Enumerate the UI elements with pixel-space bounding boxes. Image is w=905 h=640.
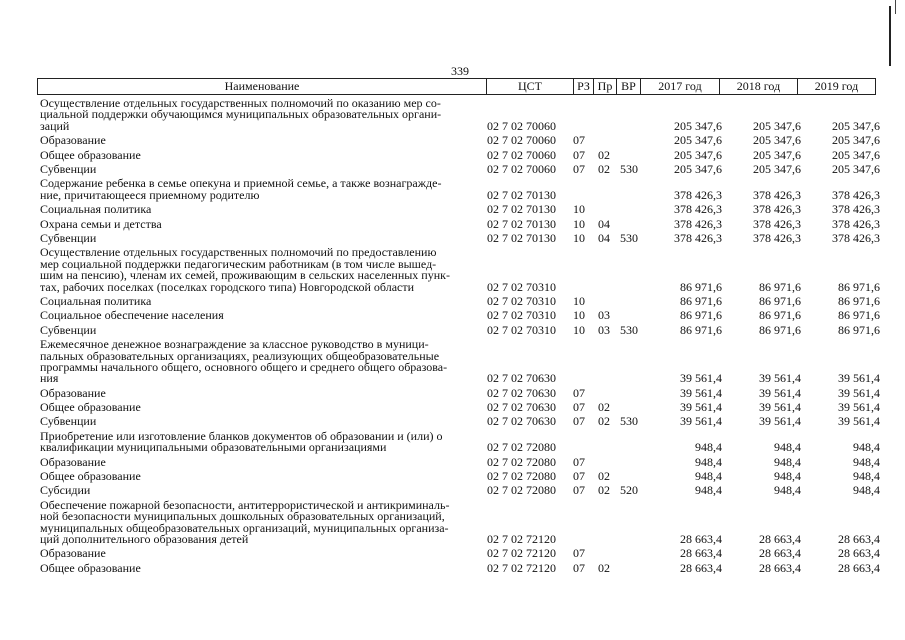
- header-2018: 2018 год: [719, 79, 797, 94]
- row-2018: 86 971,6: [759, 279, 801, 294]
- header-2017: 2017 год: [640, 79, 719, 94]
- row-2017: 948,4: [695, 440, 722, 455]
- header-cst: ЦСТ: [486, 79, 573, 94]
- page-number: 339: [451, 64, 469, 78]
- row-pr: 02: [598, 147, 610, 162]
- table-row: [0, 247, 905, 296]
- row-name: Субвенции: [40, 161, 97, 176]
- row-cst: 02 7 02 72080: [487, 483, 556, 498]
- row-rz: 10: [573, 308, 585, 323]
- row-2019: 378 426,3: [832, 202, 880, 217]
- row-name: Субсидии: [40, 483, 91, 498]
- row-2019: 948,4: [853, 440, 880, 455]
- row-2017: 39 561,4: [680, 371, 722, 386]
- row-vr: 530: [620, 414, 638, 429]
- row-name: Общее образование: [40, 560, 141, 575]
- budget-table-body: [0, 98, 905, 577]
- row-2018: 948,4: [774, 454, 801, 469]
- row-rz: 07: [573, 133, 585, 148]
- row-cst: 02 7 02 70130: [487, 216, 556, 231]
- row-rz: 07: [573, 385, 585, 400]
- row-rz: 07: [573, 400, 585, 415]
- row-2018: 39 561,4: [759, 414, 801, 429]
- row-2018: 86 971,6: [759, 293, 801, 308]
- row-vr: 530: [620, 161, 638, 176]
- row-pr: 02: [598, 560, 610, 575]
- row-pr: 02: [598, 483, 610, 498]
- row-2018: 205 347,6: [753, 147, 801, 162]
- row-rz: 07: [573, 483, 585, 498]
- row-name: Приобретение или изготовление бланков документов об образовании и (или) о квалификации муниципальными образовательными организациями: [40, 428, 443, 455]
- row-name: Социальная политика: [40, 202, 152, 217]
- row-2018: 39 561,4: [759, 371, 801, 386]
- row-2017: 205 347,6: [674, 133, 722, 148]
- row-cst: 02 7 02 72120: [487, 532, 556, 547]
- header-name: Наименование: [224, 79, 300, 93]
- row-2018: 378 426,3: [753, 202, 801, 217]
- row-2019: 948,4: [853, 469, 880, 484]
- row-2019: 86 971,6: [838, 322, 880, 337]
- row-name: Образование: [40, 133, 106, 148]
- header-rz: РЗ: [573, 79, 593, 94]
- row-rz: 07: [573, 161, 585, 176]
- row-rz: 07: [573, 560, 585, 575]
- row-2017: 86 971,6: [680, 322, 722, 337]
- row-rz: 07: [573, 454, 585, 469]
- row-2019: 86 971,6: [838, 279, 880, 294]
- table-row: [0, 560, 905, 577]
- row-2017: 948,4: [695, 469, 722, 484]
- row-2019: 28 663,4: [838, 560, 880, 575]
- row-name: Общее образование: [40, 400, 141, 415]
- row-2019: 28 663,4: [838, 532, 880, 547]
- row-2018: 378 426,3: [753, 187, 801, 202]
- row-2019: 28 663,4: [838, 546, 880, 561]
- row-2019: 205 347,6: [832, 147, 880, 162]
- header-vr: ВР: [616, 79, 640, 94]
- row-2017: 86 971,6: [680, 279, 722, 294]
- row-name: Социальное обеспечение населения: [40, 308, 224, 323]
- row-rz: 07: [573, 469, 585, 484]
- row-2019: 948,4: [853, 454, 880, 469]
- row-2019: 205 347,6: [832, 133, 880, 148]
- row-rz: 07: [573, 414, 585, 429]
- header-2019: 2019 год: [797, 79, 875, 94]
- row-pr: 04: [598, 230, 610, 245]
- row-cst: 02 7 02 70060: [487, 161, 556, 176]
- row-rz: 10: [573, 293, 585, 308]
- row-2019: 39 561,4: [838, 400, 880, 415]
- row-name: Социальная политика: [40, 293, 152, 308]
- row-cst: 02 7 02 70130: [487, 202, 556, 217]
- scan-edge-line-secondary: [895, 0, 896, 14]
- row-name: Образование: [40, 546, 106, 561]
- row-2017: 28 663,4: [680, 560, 722, 575]
- table-row: [0, 497, 905, 549]
- row-2019: 205 347,6: [832, 161, 880, 176]
- row-2018: 948,4: [774, 469, 801, 484]
- row-pr: 04: [598, 216, 610, 231]
- row-2018: 205 347,6: [753, 118, 801, 133]
- row-pr: 03: [598, 308, 610, 323]
- header-pr: Пр: [593, 79, 616, 94]
- row-name: Образование: [40, 385, 106, 400]
- row-2017: 39 561,4: [680, 400, 722, 415]
- table-header: [37, 78, 876, 95]
- row-cst: 02 7 02 70310: [487, 308, 556, 323]
- row-name: Содержание ребенка в семье опекуна и приемной семье, а также вознагражде- ние, причитающееся приемному родителю: [40, 176, 442, 202]
- row-cst: 02 7 02 70060: [487, 133, 556, 148]
- row-2018: 28 663,4: [759, 560, 801, 575]
- row-2017: 948,4: [695, 483, 722, 498]
- row-cst: 02 7 02 70310: [487, 293, 556, 308]
- row-2018: 378 426,3: [753, 230, 801, 245]
- row-2018: 86 971,6: [759, 308, 801, 323]
- row-2017: 86 971,6: [680, 293, 722, 308]
- row-cst: 02 7 02 70310: [487, 322, 556, 337]
- row-2018: 28 663,4: [759, 546, 801, 561]
- row-cst: 02 7 02 70630: [487, 371, 556, 386]
- row-2018: 86 971,6: [759, 322, 801, 337]
- row-pr: 02: [598, 400, 610, 415]
- table-row: [0, 428, 905, 457]
- row-cst: 02 7 02 72080: [487, 440, 556, 455]
- row-2017: 205 347,6: [674, 147, 722, 162]
- row-name: Ежемесячное денежное вознаграждение за классное руководство в муници- пальных образовательных организациях, реализующих общеобразовательные программы начального общего, основного общего и среднего общего образова- ния: [40, 337, 448, 386]
- row-rz: 10: [573, 202, 585, 217]
- row-cst: 02 7 02 70630: [487, 385, 556, 400]
- table-row: [0, 339, 905, 388]
- row-2018: 948,4: [774, 483, 801, 498]
- row-rz: 10: [573, 230, 585, 245]
- row-2019: 378 426,3: [832, 187, 880, 202]
- table-row: [0, 98, 905, 135]
- row-2017: 378 426,3: [674, 202, 722, 217]
- row-2017: 378 426,3: [674, 216, 722, 231]
- table-row: [0, 471, 905, 485]
- row-vr: 520: [620, 483, 638, 498]
- row-name: Осуществление отдельных государственных полномочий по предоставлению мер социальной поддержки педагогическим работникам (в том числе вышед- шим на пенсию), членам их семей, проживающим в сельских населенных пунк- тах, рабочих поселках (поселках городского типа) Новгородской области: [40, 245, 450, 294]
- row-name: Субвенции: [40, 230, 97, 245]
- row-cst: 02 7 02 72120: [487, 560, 556, 575]
- row-name: Обеспечение пожарной безопасности, антитеррористической и антикриминаль- ной безопасности муниципальных дошкольных образовательных организаций, муниципальных общеобразовательных организаций, муниципальных организа- ций дополнительного образования детей: [40, 497, 450, 547]
- row-2017: 205 347,6: [674, 161, 722, 176]
- row-2017: 39 561,4: [680, 385, 722, 400]
- row-cst: 02 7 02 72080: [487, 469, 556, 484]
- row-vr: 530: [620, 230, 638, 245]
- row-cst: 02 7 02 70130: [487, 187, 556, 202]
- row-name: Общее образование: [40, 469, 141, 484]
- row-2017: 948,4: [695, 454, 722, 469]
- row-cst: 02 7 02 72120: [487, 546, 556, 561]
- row-pr: 02: [598, 161, 610, 176]
- row-cst: 02 7 02 70060: [487, 118, 556, 133]
- row-2019: 86 971,6: [838, 308, 880, 323]
- row-2019: 378 426,3: [832, 230, 880, 245]
- row-cst: 02 7 02 70630: [487, 400, 556, 415]
- row-2019: 86 971,6: [838, 293, 880, 308]
- row-rz: 07: [573, 546, 585, 561]
- row-cst: 02 7 02 72080: [487, 454, 556, 469]
- row-name: Охрана семьи и детства: [40, 216, 162, 231]
- row-2019: 378 426,3: [832, 216, 880, 231]
- row-rz: 10: [573, 216, 585, 231]
- row-2017: 205 347,6: [674, 118, 722, 133]
- row-2018: 378 426,3: [753, 216, 801, 231]
- row-rz: 10: [573, 322, 585, 337]
- row-2017: 28 663,4: [680, 532, 722, 547]
- row-name: Осуществление отдельных государственных полномочий по оказанию мер со- циальной поддержки обучающимся муниципальных образовательных органи- заций: [40, 96, 442, 133]
- row-vr: 530: [620, 322, 638, 337]
- row-pr: 03: [598, 322, 610, 337]
- row-2017: 28 663,4: [680, 546, 722, 561]
- row-2018: 39 561,4: [759, 400, 801, 415]
- row-pr: 02: [598, 414, 610, 429]
- row-name: Субвенции: [40, 322, 97, 337]
- row-2018: 948,4: [774, 440, 801, 455]
- row-2019: 948,4: [853, 483, 880, 498]
- row-rz: 07: [573, 147, 585, 162]
- row-name: Субвенции: [40, 414, 97, 429]
- row-cst: 02 7 02 70060: [487, 147, 556, 162]
- row-2018: 39 561,4: [759, 385, 801, 400]
- row-2019: 39 561,4: [838, 385, 880, 400]
- row-cst: 02 7 02 70130: [487, 230, 556, 245]
- row-cst: 02 7 02 70310: [487, 279, 556, 294]
- row-2018: 28 663,4: [759, 532, 801, 547]
- row-name: Общее образование: [40, 147, 141, 162]
- row-2019: 39 561,4: [838, 371, 880, 386]
- row-2019: 39 561,4: [838, 414, 880, 429]
- row-2017: 378 426,3: [674, 230, 722, 245]
- table-row: [0, 178, 905, 204]
- row-2017: 39 561,4: [680, 414, 722, 429]
- scan-edge-line: [889, 6, 891, 66]
- row-2017: 378 426,3: [674, 187, 722, 202]
- row-pr: 02: [598, 469, 610, 484]
- row-2017: 86 971,6: [680, 308, 722, 323]
- row-name: Образование: [40, 454, 106, 469]
- row-2019: 205 347,6: [832, 118, 880, 133]
- row-2018: 205 347,6: [753, 133, 801, 148]
- row-2018: 205 347,6: [753, 161, 801, 176]
- row-cst: 02 7 02 70630: [487, 414, 556, 429]
